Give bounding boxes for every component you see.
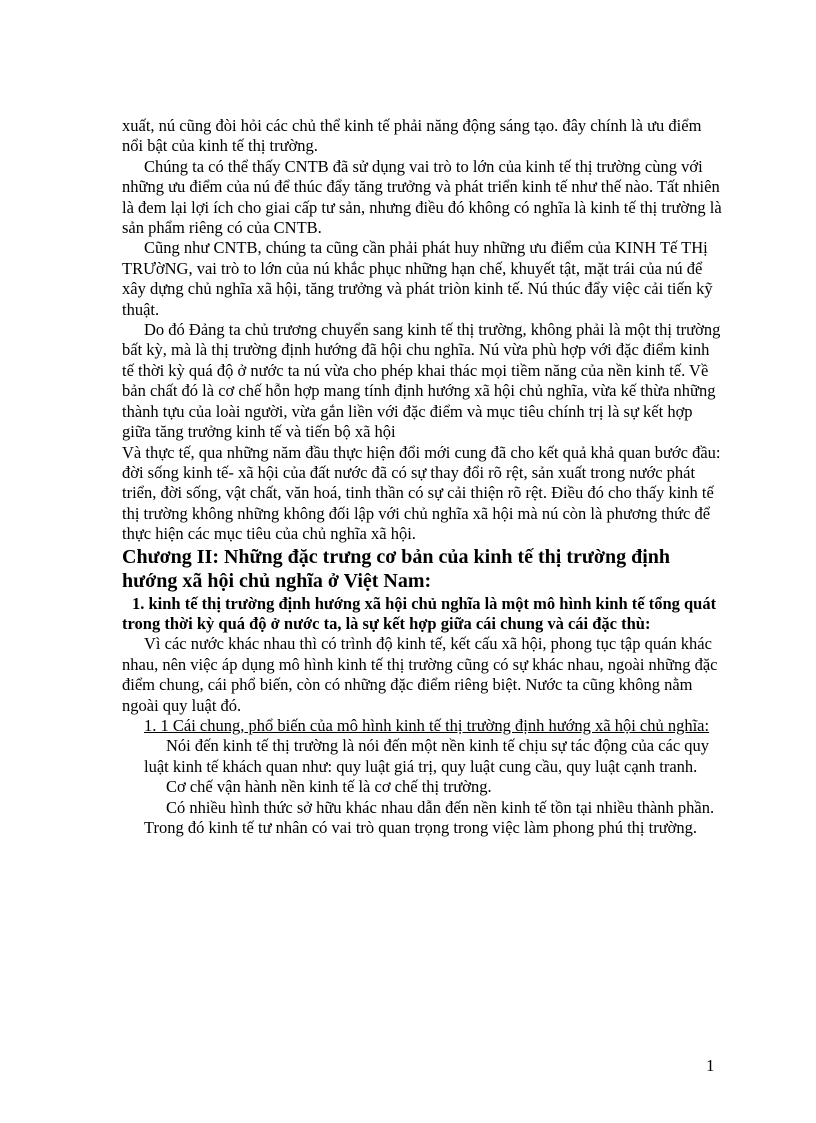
paragraph: Cũng như CNTB, chúng ta cũng cần phải phát huy những ưu điểm của KINH Tế THị TRƯờNG, vai trò to lớn của nú khắc phục những hạn chế, khuyết tật, mặt trái của nú để xây dựng chủ nghĩa xã hội, tăng trưởng và phát triòn kinh tế. Nú thúc đẩy việc cải tiến kỹ thuật. [122,238,713,319]
subsection-heading: 1. 1 Cái chung, phổ biến của mô hình kinh tế thị trường định hướng xã hội chủ nghĩa: [144,715,710,735]
subsection-paragraph: Nói đến kinh tế thị trường là nói đến một nền kinh tế chịu sự tác động của các quy luật kinh tế khách quan như: quy luật giá trị, quy luật cung cầu, quy luật cạnh tranh. [144,736,710,776]
chapter-heading: Chương II: Những đặc trưng cơ bản của kinh tế thị trường định hướng xã hội chủ nghĩa ở Việt Nam: [122,545,671,593]
paragraph: Do đó Đảng ta chủ trương chuyển sang kinh tế thị trường, không phải là một thị trường bất kỳ, mà là thị trường định hướng đã hội chu nghĩa. Nú vừa phù hợp với đặc điểm kinh tế thời kỳ quá độ ở nước ta nú vừa cho phép khai thác mọi tiềm năng của nền kinh tế. Về bản chất đó là cơ chế hỗn hợp mang tính định hướng xã hội chủ nghĩa, vừa kế thừa những thành tựu của loài người, vừa gắn liền với đặc điểm và mục tiêu chính trị là sự kết hợp giữa tăng trưởng kinh tế và tiến bộ xã hội [122,320,721,442]
paragraph: Và thực tế, qua những năm đầu thực hiện đổi mới cung đã cho kết quả khả quan bước đầu: đời sống kinh tế- xã hội của đất nước đã có sự thay đổi rõ rệt, sản xuất trong nước phát triển, đời sống, vật chất, văn hoá, tinh thần có sự cải thiện rõ rệt. Điều đó cho thấy kinh tế thị trường không những không đối lập với chủ nghĩa xã hội mà nú còn là phương thức để thực hiện các mục tiêu của chủ nghĩa xã hội. [122,442,721,544]
subsection-paragraph: Có nhiều hình thức sở hữu khác nhau dẫn đến nền kinh tế tồn tại nhiều thành phần. Trong đó kinh tế tư nhân có vai trò quan trọng trong việc làm phong phú thị trường. [144,797,715,837]
paragraph: Chúng ta có thể thấy CNTB đã sử dụng vai trò to lớn của kinh tế thị trường cùng với những ưu điểm của nú để thúc đẩy tăng trưởng và phát triển kinh tế như thế nào. Tất nhiên là đem lại lợi ích cho giai cấp tư sản, nhưng điều đó không có nghĩa là kinh tế thị trường là sản phẩm riêng có của CNTB. [122,156,722,238]
document-page [122,116,722,838]
paragraph: xuất, nú cũng đòi hỏi các chủ thể kinh tế phải năng động sáng tạo. đây chính là ưu điểm nổi bật của kinh tế thị trường. [122,116,702,156]
page-number: 1 [706,1056,715,1075]
subsection-paragraph: Cơ chế vận hành nền kinh tế là cơ chế thị trường. [166,777,492,797]
section-paragraph: Vì các nước khác nhau thì có trình độ kinh tế, kết cấu xã hội, phong tục tập quán khác nhau, nên việc áp dụng mô hình kinh tế thị trường cũng có sự khác nhau, ngoài những đặc điểm chung, cái phổ biến, còn có những đặc điểm riêng biệt. Nước ta cũng không nằm ngoài quy luật đó. [122,634,718,715]
section-heading: 1. kinh tế thị trường định hướng xã hội chủ nghĩa là một mô hình kinh tế tổng quát trong thời kỳ quá độ ở nước ta, là sự kết hợp giữa cái chung và cái đặc thù: [122,593,717,633]
